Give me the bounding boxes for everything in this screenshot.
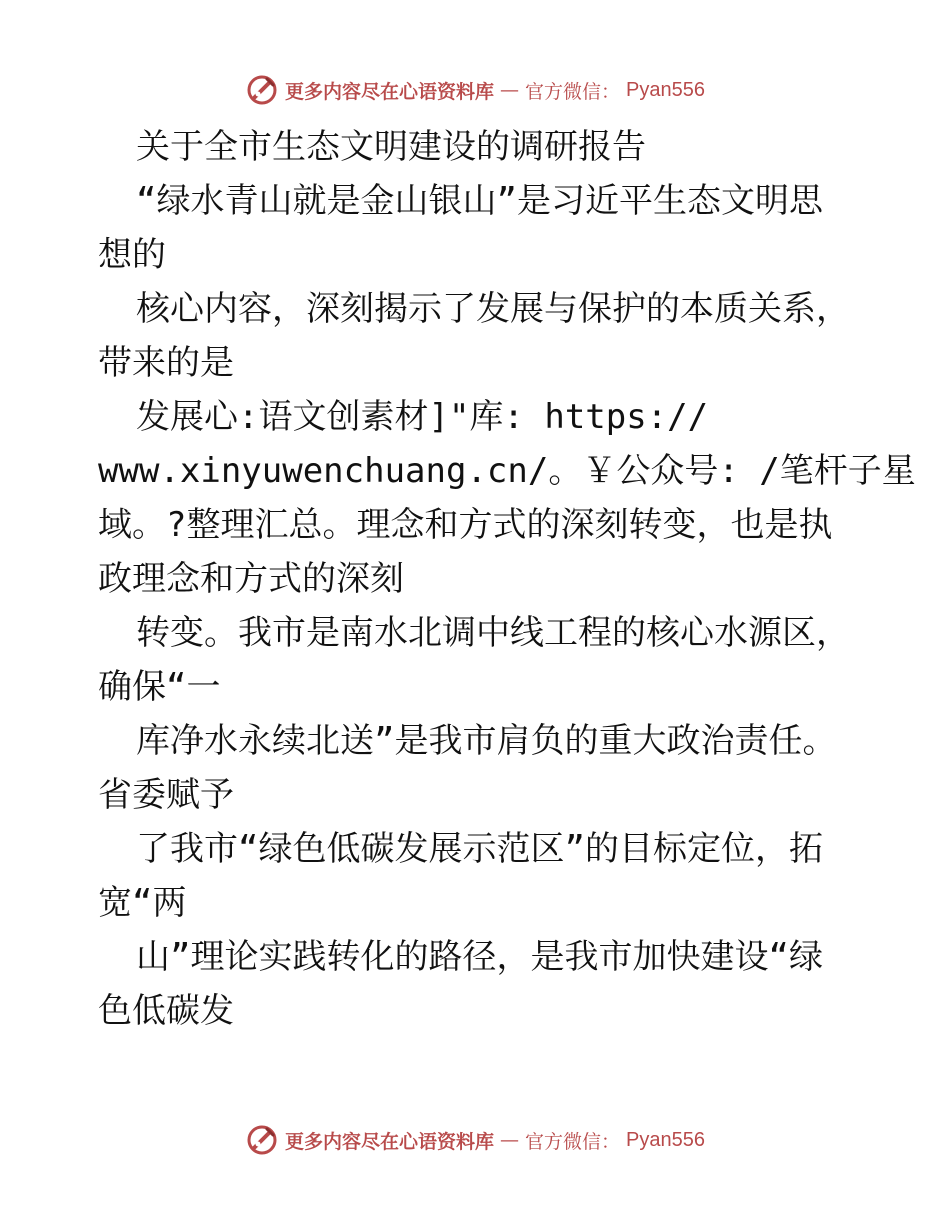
- pen-logo-icon: [245, 1123, 279, 1157]
- body-line: 色低碳发: [98, 991, 234, 1031]
- banner-brand-text: 更多内容尽在心语资料库: [285, 80, 495, 103]
- body-line: 带来的是: [98, 343, 234, 383]
- banner-contact-label: 官方微信：: [525, 1130, 621, 1153]
- body-line: 省委赋予: [98, 775, 234, 815]
- banner-separator: —: [500, 79, 520, 101]
- body-line: 想的: [98, 235, 166, 275]
- body-line: 了我市“绿色低碳发展示范区”的目标定位，拓: [136, 829, 823, 869]
- body-line: 政理念和方式的深刻: [98, 559, 404, 599]
- header-banner: [0, 72, 950, 108]
- banner-brand-text: 更多内容尽在心语资料库: [285, 1130, 495, 1153]
- body-line: 确保“一: [98, 667, 221, 707]
- document-title: 关于全市生态文明建设的调研报告: [136, 127, 646, 167]
- document-body: [98, 120, 916, 1038]
- banner-separator: —: [500, 1129, 520, 1151]
- banner-contact-label: 官方微信：: [525, 80, 621, 103]
- body-line: 山”理论实践转化的路径，是我市加快建设“绿: [136, 937, 823, 977]
- body-line: 域。?整理汇总。理念和方式的深刻转变，也是执: [98, 505, 833, 545]
- banner-wechat-id: Pyan556: [626, 1128, 705, 1151]
- body-line: 宽“两: [98, 883, 187, 923]
- banner-wechat-id: Pyan556: [626, 78, 705, 101]
- body-line: 发展心:语文创素材]"库: https://: [136, 397, 709, 437]
- pen-logo-icon: [245, 73, 279, 107]
- body-line: “绿水青山就是金山银山”是习近平生态文明思: [136, 181, 823, 221]
- body-line: 库净水永续北送”是我市肩负的重大政治责任。: [136, 721, 837, 761]
- body-line: 转变。我市是南水北调中线工程的核心水源区，: [136, 613, 850, 653]
- body-line: www.xinyuwenchuang.cn/。￥公众号: /笔杆子星: [98, 451, 916, 491]
- footer-banner: [0, 1122, 950, 1158]
- body-line: 核心内容，深刻揭示了发展与保护的本质关系，: [136, 289, 850, 329]
